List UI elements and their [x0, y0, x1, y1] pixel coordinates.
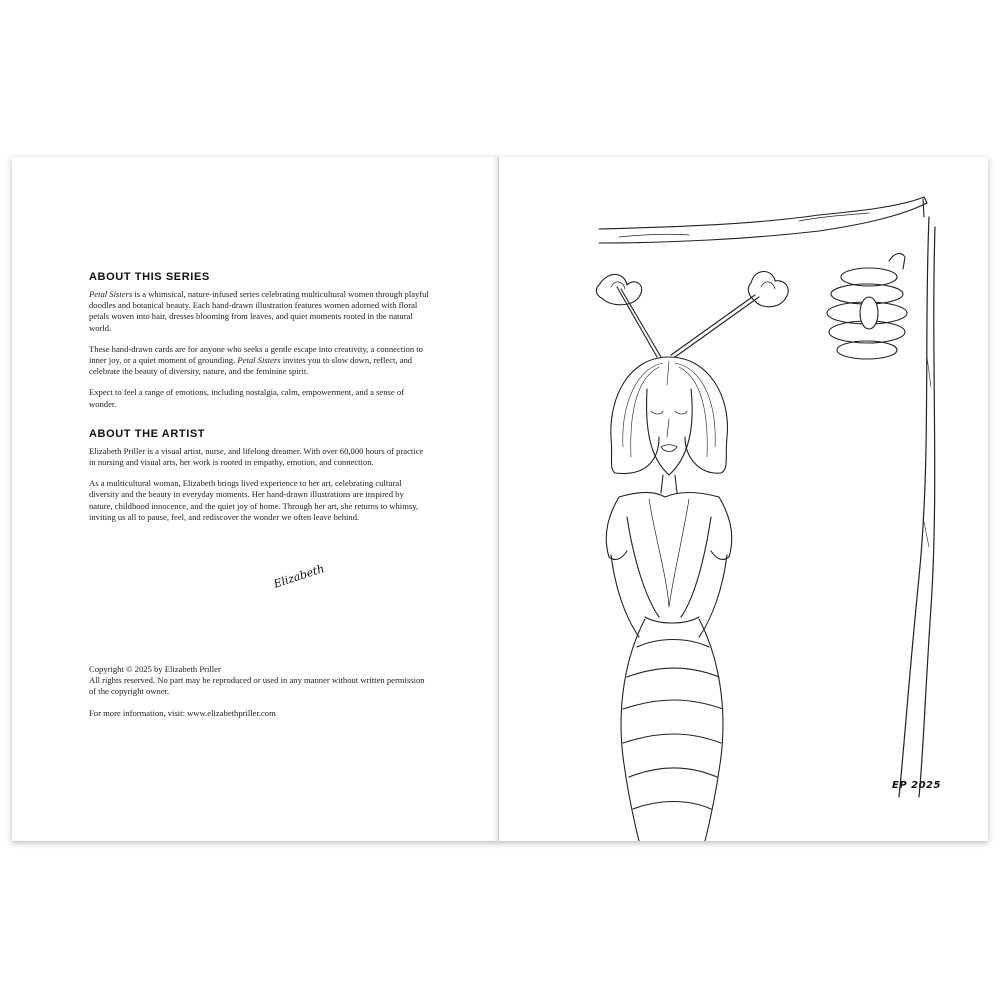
- about-series-p2-rest: invites you to slow down, reflect, and celebrate the beauty of diversity, nature, and the feminine spirit.: [89, 355, 413, 377]
- about-series-p2: [89, 344, 429, 378]
- copyright-line: Copyright © 2025 by Elizabeth Priller: [89, 664, 221, 674]
- about-series-p3: Expect to feel a range of emotions, including nostalgia, calm, empowerment, and a sense of wonder.: [89, 387, 405, 409]
- left-page: [12, 157, 498, 841]
- rights-line: All rights reserved. No part may be reproduced or used in any manner without written permission of the copyright owner.: [89, 675, 425, 697]
- about-series-heading: ABOUT THIS SERIES: [89, 271, 210, 283]
- about-artist-heading: ABOUT THE ARTIST: [89, 427, 206, 440]
- about-series-p1-text: is a whimsical, nature-infused series celebrating multicultural women through playful doodles and botanical beauty. Each hand-drawn illustration features women adorned with floral petals woven into hair, dresses blooming from leaves, and quiet moments rooted in the natural world.: [89, 289, 429, 333]
- tree-branch: [599, 197, 927, 243]
- woman-dress: [606, 493, 732, 842]
- illustration: [499, 157, 988, 841]
- about-artist-p1: Elizabeth Priller is a visual artist, nurse, and lifelong dreamer. With over 60,000 hours of practice in nursing and visual arts, her work is rooted in empathy, emotion, and connection.: [89, 445, 424, 468]
- right-page: [499, 157, 988, 841]
- copyright-block: [89, 664, 429, 729]
- series-title-2: Petal Sisters: [237, 355, 281, 366]
- more-info: For more information, visit: www.elizabethpriller.com: [89, 707, 276, 718]
- artist-initials: EP 2025: [892, 780, 941, 791]
- about-series-p2-start: These hand-drawn cards are for anyone who seeks a gentle escape into creativity, a connection to inner joy, or a quiet moment of grounding.: [89, 343, 423, 366]
- artist-signature: Elizabeth: [271, 562, 326, 591]
- series-title: Petal Sisters: [89, 289, 133, 299]
- book-spread: [12, 157, 988, 841]
- copyright-notice: [89, 664, 429, 698]
- beehive: [827, 254, 907, 359]
- text-block: [89, 271, 429, 533]
- about-artist-p2: As a multicultural woman, Elizabeth brings lived experience to her art, celebrating cultural diversity and the beauty in everyday moments. Her hand-drawn illustrations are inspired by nature, childhood innocence, and the quiet joy of home. Through her art, she returns to whimsy, inviting us all to pause, feel, and rediscover the wonder we often leave behind.: [89, 478, 419, 522]
- flower-antennae: [596, 272, 788, 358]
- woman-hair: [611, 357, 728, 474]
- about-series-p1: [89, 289, 429, 334]
